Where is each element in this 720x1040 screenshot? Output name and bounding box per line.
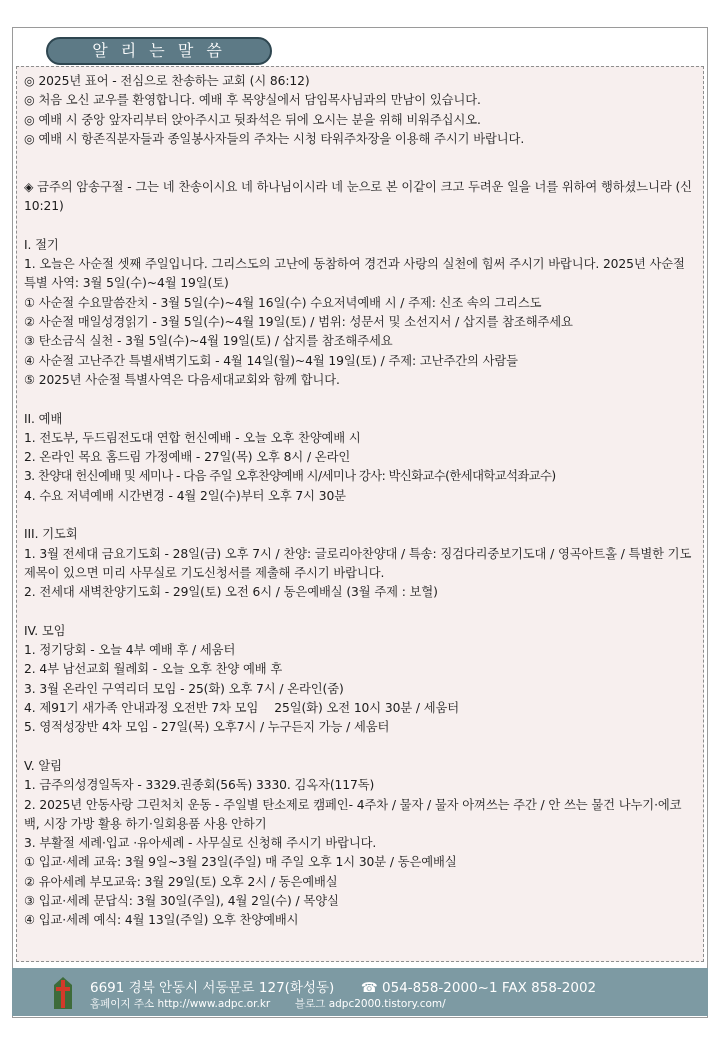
list-item: 3. 찬양대 헌신예배 및 세미나 - 다음 주일 오후찬양예배 시/세미나 강사: 박신화교수(한세대학교석좌교수) bbox=[24, 469, 556, 484]
footer-web-line bbox=[90, 996, 446, 1011]
list-item: 2. 4부 남선교회 월례회 - 오늘 오후 찬양 예배 후 bbox=[24, 662, 283, 677]
list-item: 2. 2025년 안동사랑 그린처치 운동 - 주일별 탄소제로 캠페인- 4주차 / 물자 / 물자 아껴쓰는 주간 / 안 쓰는 물건 나누기·에코백, 시장 가방 활용 하기·일회용품 사용 안하기 bbox=[24, 797, 682, 831]
list-item: 2. 전세대 새벽찬양기도회 - 29일(토) 오전 6시 / 동은예배실 (3월 주제 : 보혈) bbox=[24, 585, 438, 600]
page-title: 알 리 는 말 씀 bbox=[46, 37, 272, 65]
list-item: ③ 탄소금식 실천 - 3월 5일(수)~4월 19일(토) / 삽지를 참조해주세요 bbox=[24, 334, 393, 349]
list-item: ② 사순절 매일성경읽기 - 3월 5일(수)~4월 19일(토) / 범위: 성문서 및 소선지서 / 삽지를 참조해주세요 bbox=[24, 315, 573, 330]
list-item: ① 입교·세례 교육: 3월 9일~3월 23일(주일) 매 주일 오후 1시 30분 / 동은예배실 bbox=[24, 855, 457, 870]
bulletin-body bbox=[24, 178, 696, 931]
list-item: 1. 금주의성경일독자 - 3329.권종회(56독) 3330. 김옥자(117독) bbox=[24, 778, 375, 793]
notice-block bbox=[24, 72, 694, 149]
list-item: 1. 3월 전세대 금요기도회 - 28일(금) 오후 7시 / 찬양: 글로리아찬양대 / 특송: 징검다리중보기도대 / 영곡아트홀 / 특별한 기도제목이 있으면 미리 사무실로 기도신청서를 제출해 주시기 바랍니다. bbox=[24, 546, 692, 580]
church-phone: ☎ 054-858-2000~1 FAX 858-2002 bbox=[360, 980, 597, 996]
list-item: 1. 전도부, 두드림전도대 연합 헌신예배 - 오늘 오후 찬양예배 시 bbox=[24, 430, 361, 445]
list-item: ② 유아세례 부모교육: 3월 29일(토) 오후 2시 / 동은예배실 bbox=[24, 874, 338, 889]
footer-address-line bbox=[90, 976, 596, 996]
list-item: ⑤ 2025년 사순절 특별사역은 다음세대교회와 함께 합니다. bbox=[24, 372, 340, 387]
list-item: ④ 사순절 고난주간 특별새벽기도회 - 4월 14일(월)~4월 19일(토) / 주제: 고난주간의 사람들 bbox=[24, 353, 518, 368]
list-item: 2. 온라인 목요 홈드림 가정예배 - 27일(목) 오후 8시 / 온라인 bbox=[24, 450, 351, 465]
list-item: 1. 정기당회 - 오늘 4부 예배 후 / 세움터 bbox=[24, 643, 236, 658]
list-item: ③ 입교·세례 문답식: 3월 30일(주일), 4월 2일(수) / 목양실 bbox=[24, 893, 339, 908]
notice-line: ◎ 예배 시 항존직분자들과 종일봉사자들의 주차는 시청 타워주차장을 이용해 주시기 바랍니다. bbox=[24, 131, 525, 146]
list-item: 1. 오늘은 사순절 셋째 주일입니다. 그리스도의 고난에 동참하여 경건과 사랑의 실천에 힘써 주시기 바랍니다. 2025년 사순절 특별 사역: 3월 5일(수)~4월 19일(토) bbox=[24, 257, 685, 291]
list-item: ④ 입교·세례 예식: 4월 13일(주일) 오후 찬양예배시 bbox=[24, 913, 299, 928]
notice-line: ◎ 2025년 표어 - 전심으로 찬송하는 교회 (시 86:12) bbox=[24, 74, 310, 88]
list-item: 5. 영적성장반 4차 모임 - 27일(목) 오후7시 / 누구든지 가능 / 세움터 bbox=[24, 720, 390, 735]
list-item: ① 사순절 수요말씀잔치 - 3월 5일(수)~4월 16일(수) 수요저녁예배 시 / 주제: 신조 속의 그리스도 bbox=[24, 295, 542, 310]
church-address: 6691 경북 안동시 서동문로 127(화성동) bbox=[90, 980, 335, 996]
section-heading: III. 기도회 bbox=[24, 527, 78, 542]
list-item: 4. 제91기 새가족 안내과정 오전반 7차 모임 25일(화) 오전 10시 30분 / 세움터 bbox=[24, 701, 460, 716]
homepage-link[interactable]: 홈페이지 주소 http://www.adpc.or.kr bbox=[90, 998, 271, 1010]
list-item: 4. 수요 저녁예배 시간변경 - 4월 2일(수)부터 오후 7시 30분 bbox=[24, 488, 346, 503]
section-heading: V. 알림 bbox=[24, 758, 62, 773]
list-item: 3. 부활절 세례·입교 ·유아세례 - 사무실로 신청해 주시기 바랍니다. bbox=[24, 836, 377, 851]
blog-link[interactable]: 블로그 adpc2000.tistory.com/ bbox=[294, 998, 446, 1010]
section-heading: IV. 모임 bbox=[24, 623, 66, 638]
list-item: 3. 3월 온라인 구역리더 모임 - 25(화) 오후 7시 / 온라인(줌) bbox=[24, 681, 344, 696]
section-heading: II. 예배 bbox=[24, 411, 63, 426]
notice-line: ◎ 처음 오신 교우를 환영합니다. 예배 후 목양실에서 담임목사님과의 만남이 있습니다. bbox=[24, 93, 481, 108]
notice-line: ◎ 예배 시 중앙 앞자리부터 앉아주시고 뒷좌석은 뒤에 오시는 분을 위해 비워주십시오. bbox=[24, 112, 481, 127]
church-cross-logo-icon bbox=[52, 976, 74, 1010]
section-heading: I. 절기 bbox=[24, 237, 59, 252]
memory-verse: ◈ 금주의 암송구절 - 그는 네 찬송이시요 네 하나님이시라 네 눈으로 본 이같이 크고 두려운 일을 너를 위하여 행하셨느니라 (신 10:21) bbox=[24, 180, 692, 214]
footer bbox=[12, 968, 708, 1016]
